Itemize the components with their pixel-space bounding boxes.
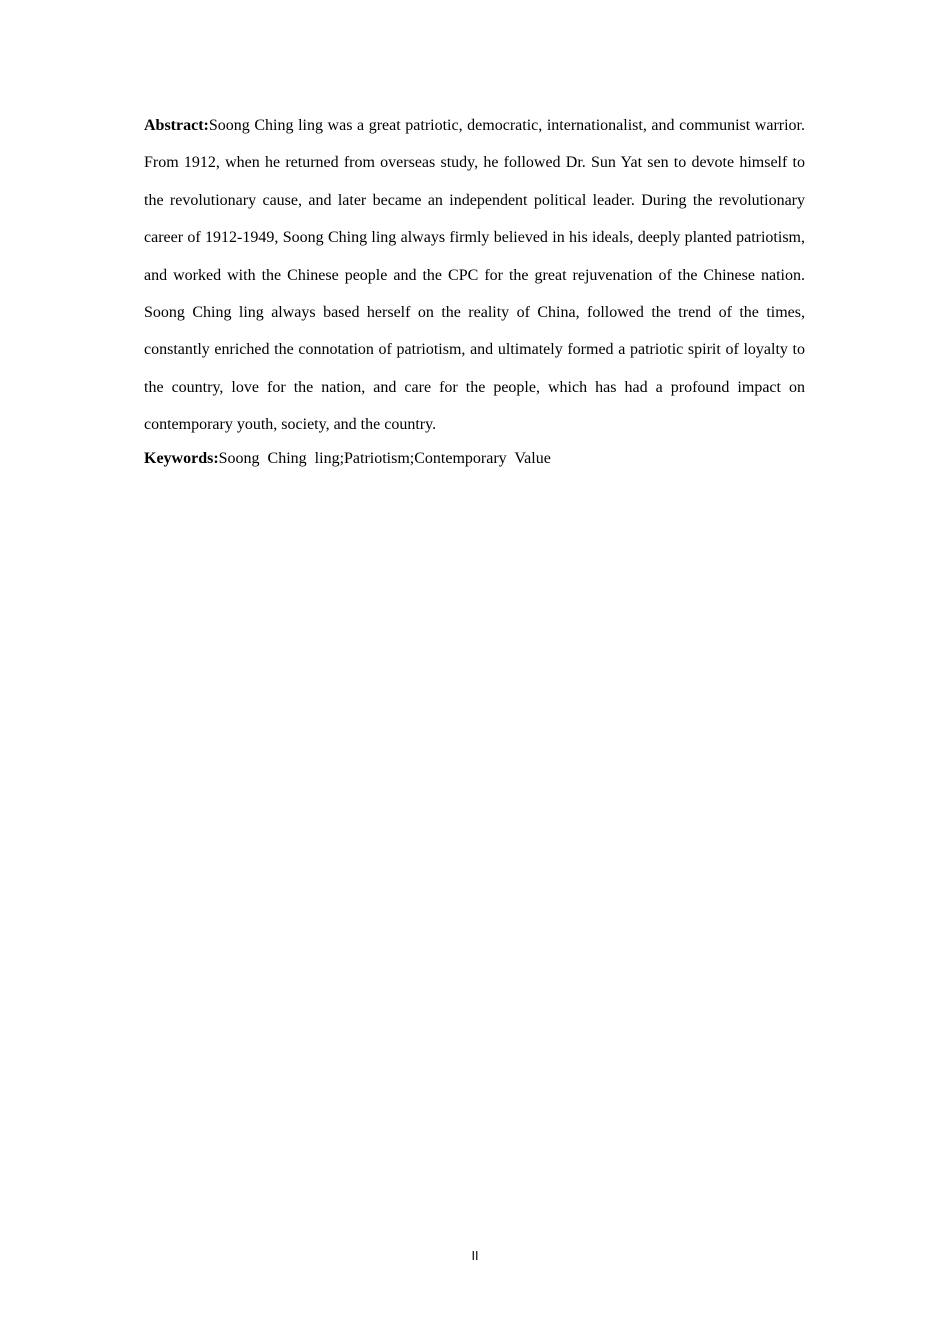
page-number: II (471, 1249, 479, 1263)
keywords-text: Soong Ching ling;Patriotism;Contemporary Value (218, 450, 551, 467)
abstract-label: Abstract: (144, 117, 209, 134)
abstract-text: Soong Ching ling was a great patriotic, democratic, internationalist, and communist warrior. From 1912, when he returned from overseas study, he followed Dr. Sun Yat sen to devote himself to the revolutionary cause, and later became an independent political leader. During the revolutionary career of 1912-1949, Soong Ching ling always firmly believed in his ideals, deeply planted patriotism, and worked with the Chinese people and the CPC for the great rejuvenation of the Chinese nation. Soong Ching ling always based herself on the reality of China, followed the trend of the times, constantly enriched the connotation of patriotism, and ultimately formed a patriotic spirit of loyalty to the country, love for the nation, and care for the people, which has had a profound impact on contemporary youth, society, and the country. (144, 117, 805, 434)
keywords-line (144, 447, 805, 471)
keywords-label: Keywords: (144, 450, 219, 467)
abstract-paragraph (144, 107, 805, 444)
